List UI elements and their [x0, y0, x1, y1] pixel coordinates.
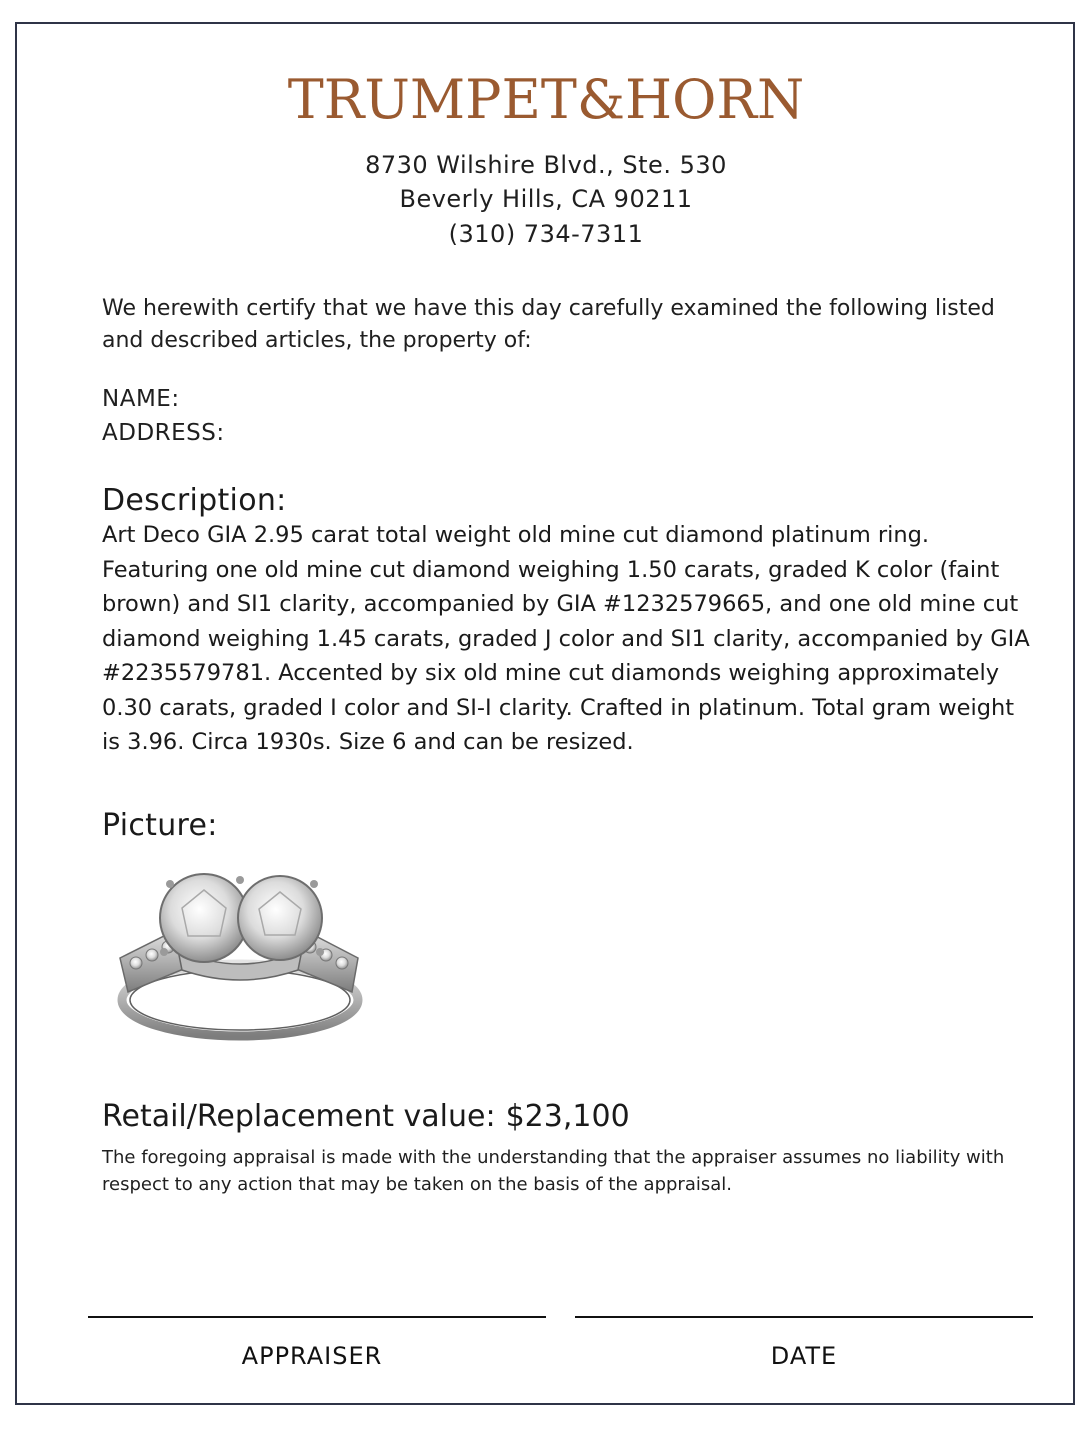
liability-disclaimer: The foregoing appraisal is made with the understanding that the appraiser assumes no liability with respect to any action that may be taken on the basis of the appraisal. [102, 1147, 1005, 1195]
certification-intro: We herewith certify that we have this day carefully examined the following listed and described articles, the property of: [102, 296, 995, 353]
appraiser-label: APPRAISER [241, 1342, 383, 1370]
retail-value-label: Retail/Replacement value: [102, 1099, 496, 1134]
phone-number: (310) 734-7311 [448, 220, 644, 248]
picture-heading: Picture: [102, 808, 218, 843]
address-line-1: 8730 Wilshire Blvd., Ste. 530 [365, 151, 727, 179]
ring-photo [108, 860, 370, 1050]
description-text: Art Deco GIA 2.95 carat total weight old mine cut diamond platinum ring. Featuring one old mine cut diamond weighing 1.50 carats, graded K color (faint brown) and SI1 clarity, accompanied by GIA #1232579665, and one old mine cut diamond weighing 1.45 carats, graded J color and SI1 clarity, accompanied by GIA #2235579781. Accented by six old mine cut diamonds weighing approximately 0.30 carats, graded I color and SI-I clarity. Crafted in platinum. Total gram weight is 3.96. Circa 1930s. Size 6 and can be resized. [102, 522, 1030, 755]
description-heading: Description: [102, 483, 287, 518]
retail-value [102, 1098, 630, 1136]
brand-logo: TRUMPET&HORN [287, 68, 805, 131]
date-signature-line [575, 1316, 1033, 1318]
address-label: ADDRESS: [102, 420, 225, 446]
appraiser-signature-line [88, 1316, 546, 1318]
date-label: DATE [770, 1342, 838, 1370]
name-label: NAME: [102, 386, 180, 412]
retail-value-amount: $23,100 [505, 1099, 630, 1134]
address-line-2: Beverly Hills, CA 90211 [399, 185, 693, 213]
